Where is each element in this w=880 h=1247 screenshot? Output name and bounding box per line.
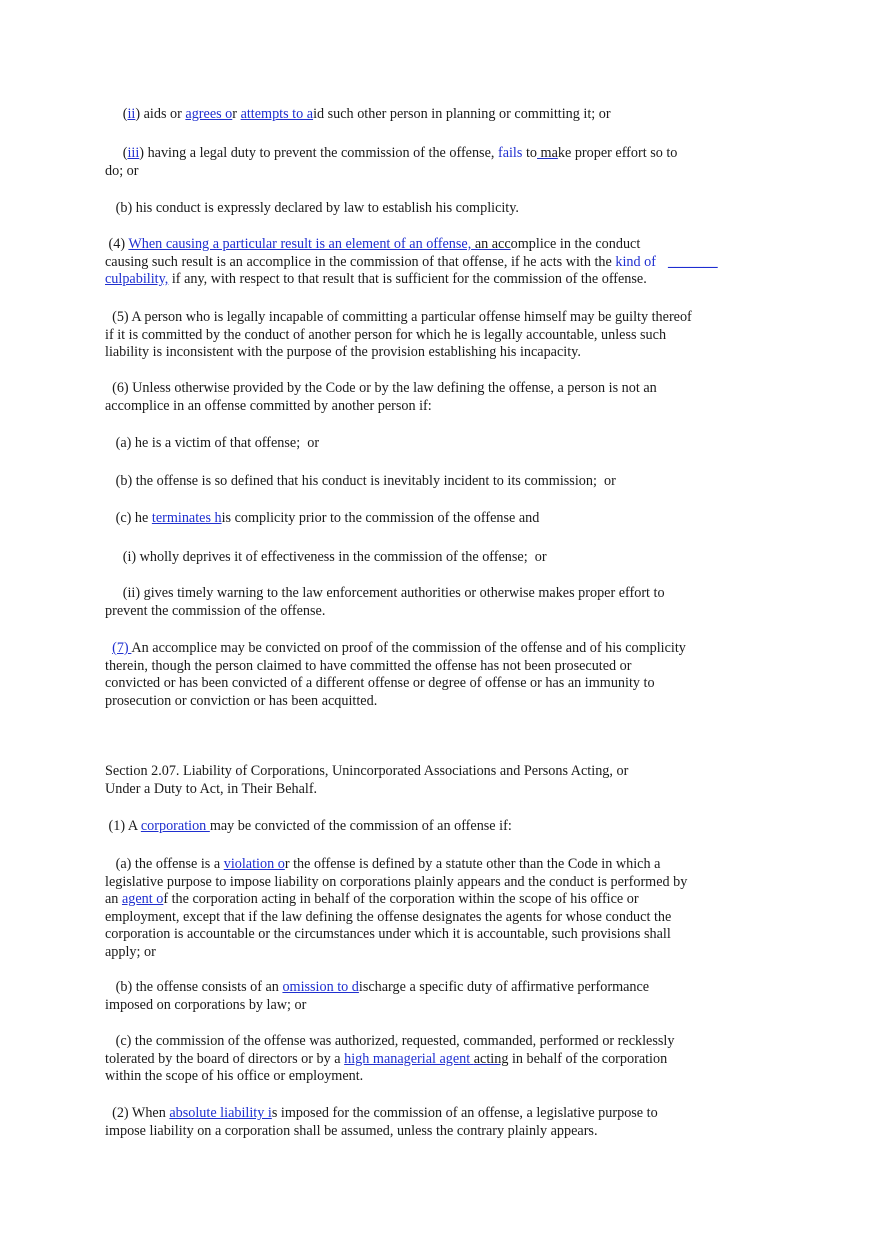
link-agrees[interactable]: agrees o <box>185 106 233 122</box>
paragraph-s1c: (c) the commission of the offense was authorized, requested, commanded, performed or recklessly tolerated by the board of directors or by a high managerial agent acting in behalf of the corporation within the scope of his office or employment. <box>105 1033 675 1084</box>
paragraph-s1: (1) A corporation may be convicted of the commission of an offense if: <box>105 818 512 834</box>
link-underline-trail[interactable]: _______ <box>667 253 718 270</box>
section-heading: Section 2.07. Liability of Corporations, Unincorporated Associations and Persons Acting, or Under a Duty to Act, in Their Behalf. <box>105 763 629 797</box>
link-ii[interactable]: ii <box>127 106 136 122</box>
link-corporation[interactable]: corporation <box>140 818 210 834</box>
paragraph-6: (6) Unless otherwise provided by the Code or by the law defining the offense, a person is not an accomplice in an offense committed by another person if: <box>105 380 657 414</box>
link-culpability[interactable]: culpability, <box>105 271 169 287</box>
paragraph-iii: (iii) having a legal duty to prevent the commission of the offense, fails to make proper effort so to do; or <box>105 145 678 179</box>
paragraph-6c: (c) he terminates his complicity prior to the commission of the offense and <box>105 510 540 526</box>
link-absolute-liability[interactable]: absolute liability i <box>169 1105 272 1121</box>
paragraph-5: (5) A person who is legally incapable of committing a particular offense himself may be guilty thereof if it is committed by the conduct of another person for which he is legally accountable, unless such liability is inconsistent with the purpose of the provision establishing his incapacity. <box>105 309 692 360</box>
paragraph-s2: (2) When absolute liability is imposed for the commission of an offense, a legislative purpose to impose liability on a corporation shall be assumed, unless the contrary plainly appears. <box>105 1105 658 1139</box>
link-fails[interactable]: fails <box>497 145 523 161</box>
link-violation[interactable]: violation o <box>223 856 285 872</box>
link-kind-of[interactable]: kind of <box>615 253 656 270</box>
link-acting[interactable]: acting <box>473 1050 509 1067</box>
link-make[interactable]: ma <box>537 145 558 161</box>
paragraph-ii: (ii) aids or agrees or attempts to aid such other person in planning or committing it; or <box>105 106 611 122</box>
link-omission[interactable]: omission to d <box>282 979 359 995</box>
paragraph-s1a: (a) the offense is a violation or the offense is defined by a statute other than the Code in which a legislative purpose to impose liability on corporations plainly appears and the conduct is performed by an agent of the corporation acting in behalf of the corporation within the scope of his office or employment, except that if the law defining the offense designates the agents for whose conduct the corporation is accountable or the circumstances under which it is accountable, such provisions shall apply; or <box>105 856 688 960</box>
link-terminates[interactable]: terminates h <box>151 510 222 526</box>
paragraph-7: (7) An accomplice may be convicted on proof of the commission of the offense and of his complicity therein, though the person claimed to have committed the offense has not been prosecuted or convicted or has been convicted of a different offense or degree of offense or has an immunity to prosecution or conviction or has been acquitted. <box>105 640 686 709</box>
link-when-causing[interactable]: When causing a particular result is an element of an offense, <box>128 236 472 252</box>
link-attempts[interactable]: attempts to a <box>240 106 314 122</box>
link-high-managerial-agent[interactable]: high managerial agent <box>344 1050 474 1067</box>
paragraph-b-complicity: (b) his conduct is expressly declared by law to establish his complicity. <box>105 200 519 216</box>
paragraph-6a: (a) he is a victim of that offense; or <box>105 435 320 451</box>
link-agent[interactable]: agent o <box>121 891 164 907</box>
paragraph-6c-ii: (ii) gives timely warning to the law enforcement authorities or otherwise makes proper effort to prevent the commission of the offense. <box>105 585 665 619</box>
link-iii[interactable]: iii <box>127 145 140 161</box>
paragraph-4: (4) When causing a particular result is an element of an offense, an accomplice in the conduct causing such result is an accomplice in the commission of that offense, if he acts with the kind of _______ culpability, if any, with respect to that result that is sufficient for the commission of the offense. <box>105 236 718 287</box>
paragraph-s1b: (b) the offense consists of an omission to discharge a specific duty of affirmative performance imposed on corporations by law; or <box>105 979 650 1013</box>
paragraph-6b: (b) the offense is so defined that his conduct is inevitably incident to its commission; or <box>105 473 616 489</box>
link-7[interactable]: (7) <box>112 640 132 656</box>
paragraph-6c-i: (i) wholly deprives it of effectiveness in the commission of the offense; or <box>105 549 547 565</box>
